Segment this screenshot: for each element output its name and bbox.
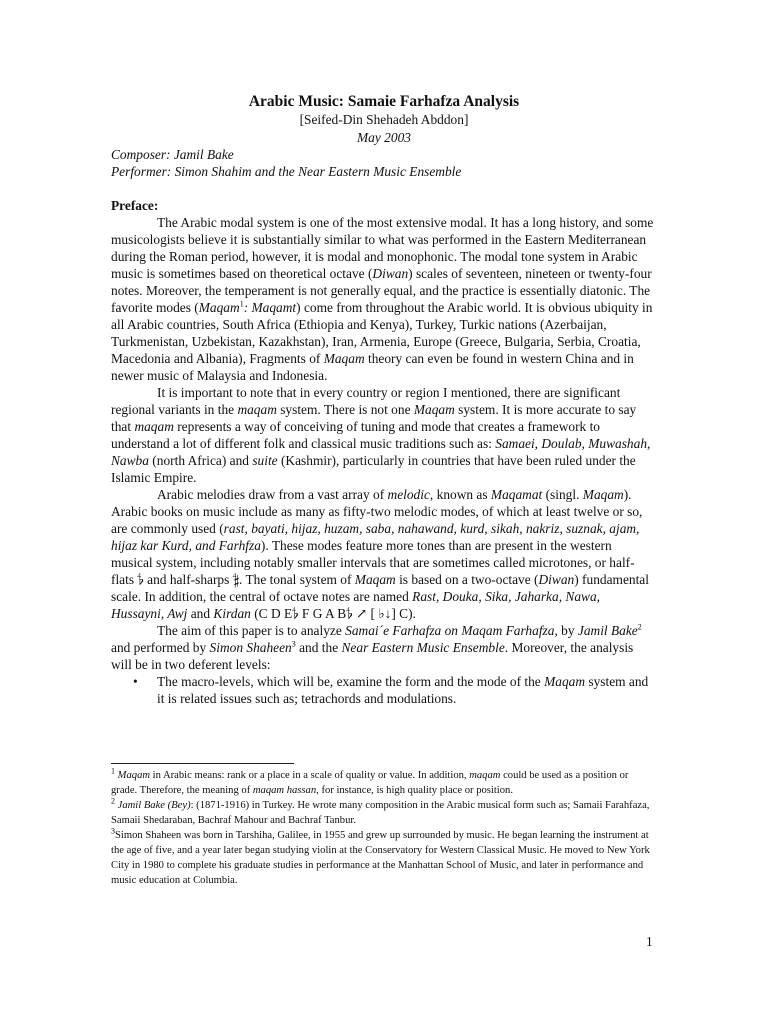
half-flat-icon: 𝄳 xyxy=(137,572,144,587)
analysis-levels-list xyxy=(111,673,656,707)
preface-heading: Preface: xyxy=(111,198,159,213)
paragraph-1: The Arabic modal system is one of the most extensive modal. It has a long history, and some musicologists believe it is substantially similar to what was performed in the Eastern Mediterranean during the Roman period, however, it is modal and monophonic. The modal tone system in Arabic music is sometimes based on theoretical octave (Diwan) scales of seventeen, nineteen or twenty-four notes. Moreover, the temperament is not generally equal, and the practice is essentially diatonic. The favorite modes (Maqam$^1$: Maqamt) come from throughout the Arabic world. It is obvious ubiquity in all Arabic countries, South Africa (Ethiopia and Kenya), Turkey, Turkic nations (Azerbaijan, Turkmenistan, Uzbekistan, Kazakhstan), Iran, Armenia, Europe (Greece, Bulgaria, Serbia, Croatia, Macedonia and Albania), Fragments of Maqam theory can even be found in western China and in newer music of Malaysia and Indonesia. xyxy=(111,215,654,383)
footnote-1: $^1$ Maqam in Arabic means: rank or a place in a scale of quality or value. In addition, maqam could be used as a position or grade. Therefore, the meaning of maqam hassan, for instance, is high quality place or position. xyxy=(111,766,629,796)
paragraph-4: The aim of this paper is to analyze Samai´e Farhafza on Maqam Farhafza, by Jamil Bake$^2$ and performed by Simon Shaheen$^3$ and the Near Eastern Music Ensemble. Moreover, the analysis will be in two deferent levels: xyxy=(111,622,642,672)
footnotes xyxy=(111,768,656,888)
document-header xyxy=(0,92,768,146)
preface-section xyxy=(111,197,656,707)
page-number: 1 xyxy=(646,934,653,949)
performer-line: Performer: Simon Shahim and the Near Eastern Music Ensemble xyxy=(111,164,462,179)
paragraph-2: It is important to note that in every country or region I mentioned, there are significant regional variants in the maqam system. There is not one Maqam system. It is more accurate to say that maqam represents a way of conceiving of tuning and mode that creates a framework to understand a lot of different folk and classical music traditions such as: Samaei, Doulab, Muwashah, Nawba (north Africa) and suite (Kashmir), particularly in countries that have been ruled under the Islamic Empire. xyxy=(111,385,651,485)
credits xyxy=(111,146,651,180)
footnote-ref-1[interactable]: 1 xyxy=(239,299,244,309)
footnote-separator xyxy=(111,763,294,764)
note-scale: (C D E𝄳 F G A B𝄳 ↗ [ ♭↓] C). xyxy=(250,606,416,621)
author-line: [Seifed-Din Shehadeh Abddon] xyxy=(299,112,469,127)
paragraph-3: Arabic melodies draw from a vast array of melodic, known as Maqamat (singl. Maqam). Arabic books on music include as many as fifty-two melodic modes, of which at least twelve or so, are commonly used (rast, bayati, hijaz, huzam, saba, nahawand, kurd, sikah, nakriz, suznak, ajam, hijaz kar Kurd, and Farhfza). These modes feature more tones than are present in the western musical system, including notably smaller intervals that are sometimes called microtones, or half-flats 𝄳 and half-sharps 𝄲. The tonal system of Maqam is based on a two-octave (Diwan) fundamental scale. In addition, the central of octave notes are named Rast, Douka, Sika, Jaharka, Nawa, Hussayni, Awj and Kirdan (C D E𝄳 F G A B𝄳 ↗ [ ♭↓] C). xyxy=(111,487,649,621)
bullet-icon: • xyxy=(133,674,138,689)
composer-line: Composer: Jamil Bake xyxy=(111,147,234,162)
list-item: • The macro-levels, which will be, examine the form and the mode of the Maqam system and it is related issues such as; tetrachords and modulations. xyxy=(133,674,649,706)
footnote-ref-3[interactable]: 3 xyxy=(291,639,296,649)
footnote-3: $^3$Simon Shaheen was born in Tarshiha, Galilee, in 1955 and grew up surrounded by music. He began learning the instrument at the age of five, and a year later began studying violin at the Conservatory for Western Classical Music. He moved to New York City in 1980 to complete his graduate studies in performance at the Manhattan School of Music, and later in performance and music education at Columbia. xyxy=(111,826,650,886)
date-line: May 2003 xyxy=(357,130,411,145)
footnote-ref-2[interactable]: 2 xyxy=(637,622,642,632)
footnote-2: $^2$ Jamil Bake (Bey): (1871-1916) in Turkey. He wrote many composition in the Arabic musical form such as; Samaii Farahfaza, Samaii Shedaraban, Bachraf Mahour and Bachraf Tanbur. xyxy=(111,796,650,826)
half-sharp-icon: 𝄲 xyxy=(232,572,239,587)
document-title: Arabic Music: Samaie Farhafza Analysis xyxy=(248,93,520,110)
